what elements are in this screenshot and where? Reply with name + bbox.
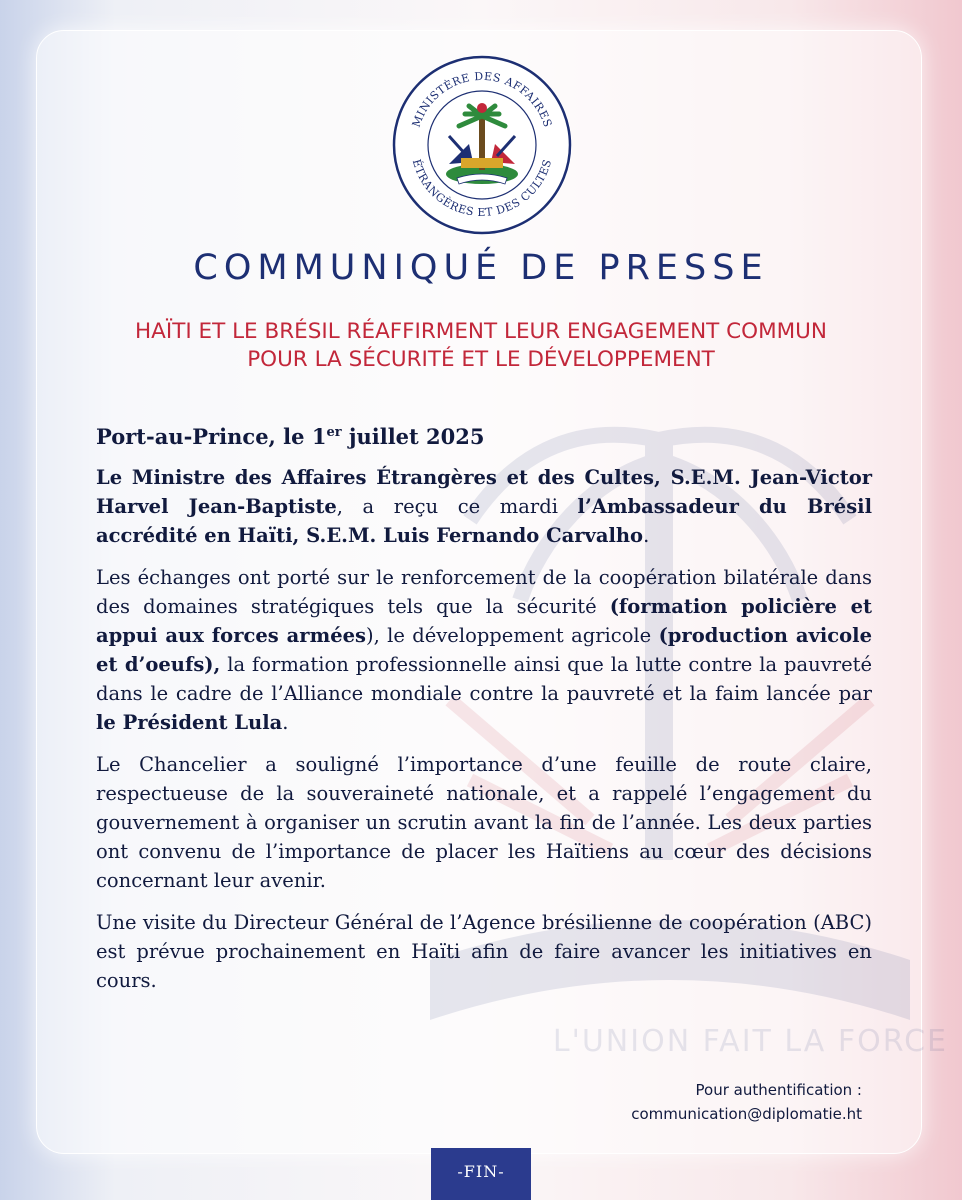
paragraph-2 <box>96 563 872 737</box>
auth-label: Pour authentification : <box>695 1081 862 1099</box>
p2-text-e: la formation professionnelle ainsi que la lutte contre la pauvreté dans le cadre de l’Alliance mondiale contre la pauvreté et la faim lancée par <box>96 653 872 705</box>
p1-end: . <box>643 524 650 547</box>
p2-text-c: ), le développement agricole <box>366 624 659 647</box>
release-body <box>96 418 872 1008</box>
dateline <box>96 418 872 451</box>
ministry-seal-logo <box>389 52 575 238</box>
p2-bold-b: (formation policière et appui aux forces armées <box>96 595 873 647</box>
dateline-suffix: juillet 2025 <box>341 424 485 449</box>
page-title: COMMUNIQUÉ DE PRESSE <box>193 248 769 288</box>
fin-badge: -FIN- <box>431 1148 531 1200</box>
dateline-ordinal: er <box>326 425 342 440</box>
p2-end: . <box>282 711 289 734</box>
headline-line-2: POUR LA SÉCURITÉ ET LE DÉVELOPPEMENT <box>247 347 715 372</box>
motto-watermark: L'UNION FAIT LA FORCE <box>552 1024 948 1059</box>
seal-top-text: MINISTÈRE DES AFFAIRES <box>409 69 555 130</box>
p2-bold-f: le Président Lula <box>96 711 283 734</box>
p1-ambassador: l’Ambassadeur du Brésil accrédité en Haïti, S.E.M. Luis Fernando Carvalho <box>96 495 872 547</box>
press-release-headline <box>80 318 882 374</box>
paragraph-3: Le Chancelier a souligné l’importance d’une feuille de route claire, respectueuse de la souveraineté nationale, et a rappelé l’engagement du gouvernement à organiser un scrutin avant la fin de l’année. Les deux parties ont convenu de l’importance de placer les Haïtiens au cœur des décisions concernant leur avenir. <box>96 753 872 892</box>
authentication-block <box>631 1078 862 1126</box>
p1-minister: Le Ministre des Affaires Étrangères et des Cultes, S.E.M. Jean-Victor Harvel Jean-Baptiste <box>96 466 872 518</box>
p2-text-a: Les échanges ont porté sur le renforcement de la coopération bilatérale dans des domaines stratégiques tels que la sécurité <box>96 566 872 618</box>
auth-email-link[interactable]: communication@diplomatie.ht <box>631 1105 862 1123</box>
dateline-prefix: Port-au-Prince, le 1 <box>96 424 327 449</box>
paragraph-4: Une visite du Directeur Général de l’Agence brésilienne de coopération (ABC) est prévue prochainement en Haïti afin de faire avancer les initiatives en cours. <box>96 911 872 992</box>
paragraph-1 <box>96 463 872 550</box>
p1-text: , a reçu ce mardi <box>336 495 578 518</box>
seal-bottom-text: ÉTRANGÈRES ET DES CULTES <box>409 157 555 219</box>
p2-bold-d: (production avicole et d’oeufs), <box>96 624 872 676</box>
headline-line-1: HAÏTI ET LE BRÉSIL RÉAFFIRMENT LEUR ENGAGEMENT COMMUN <box>135 319 827 344</box>
